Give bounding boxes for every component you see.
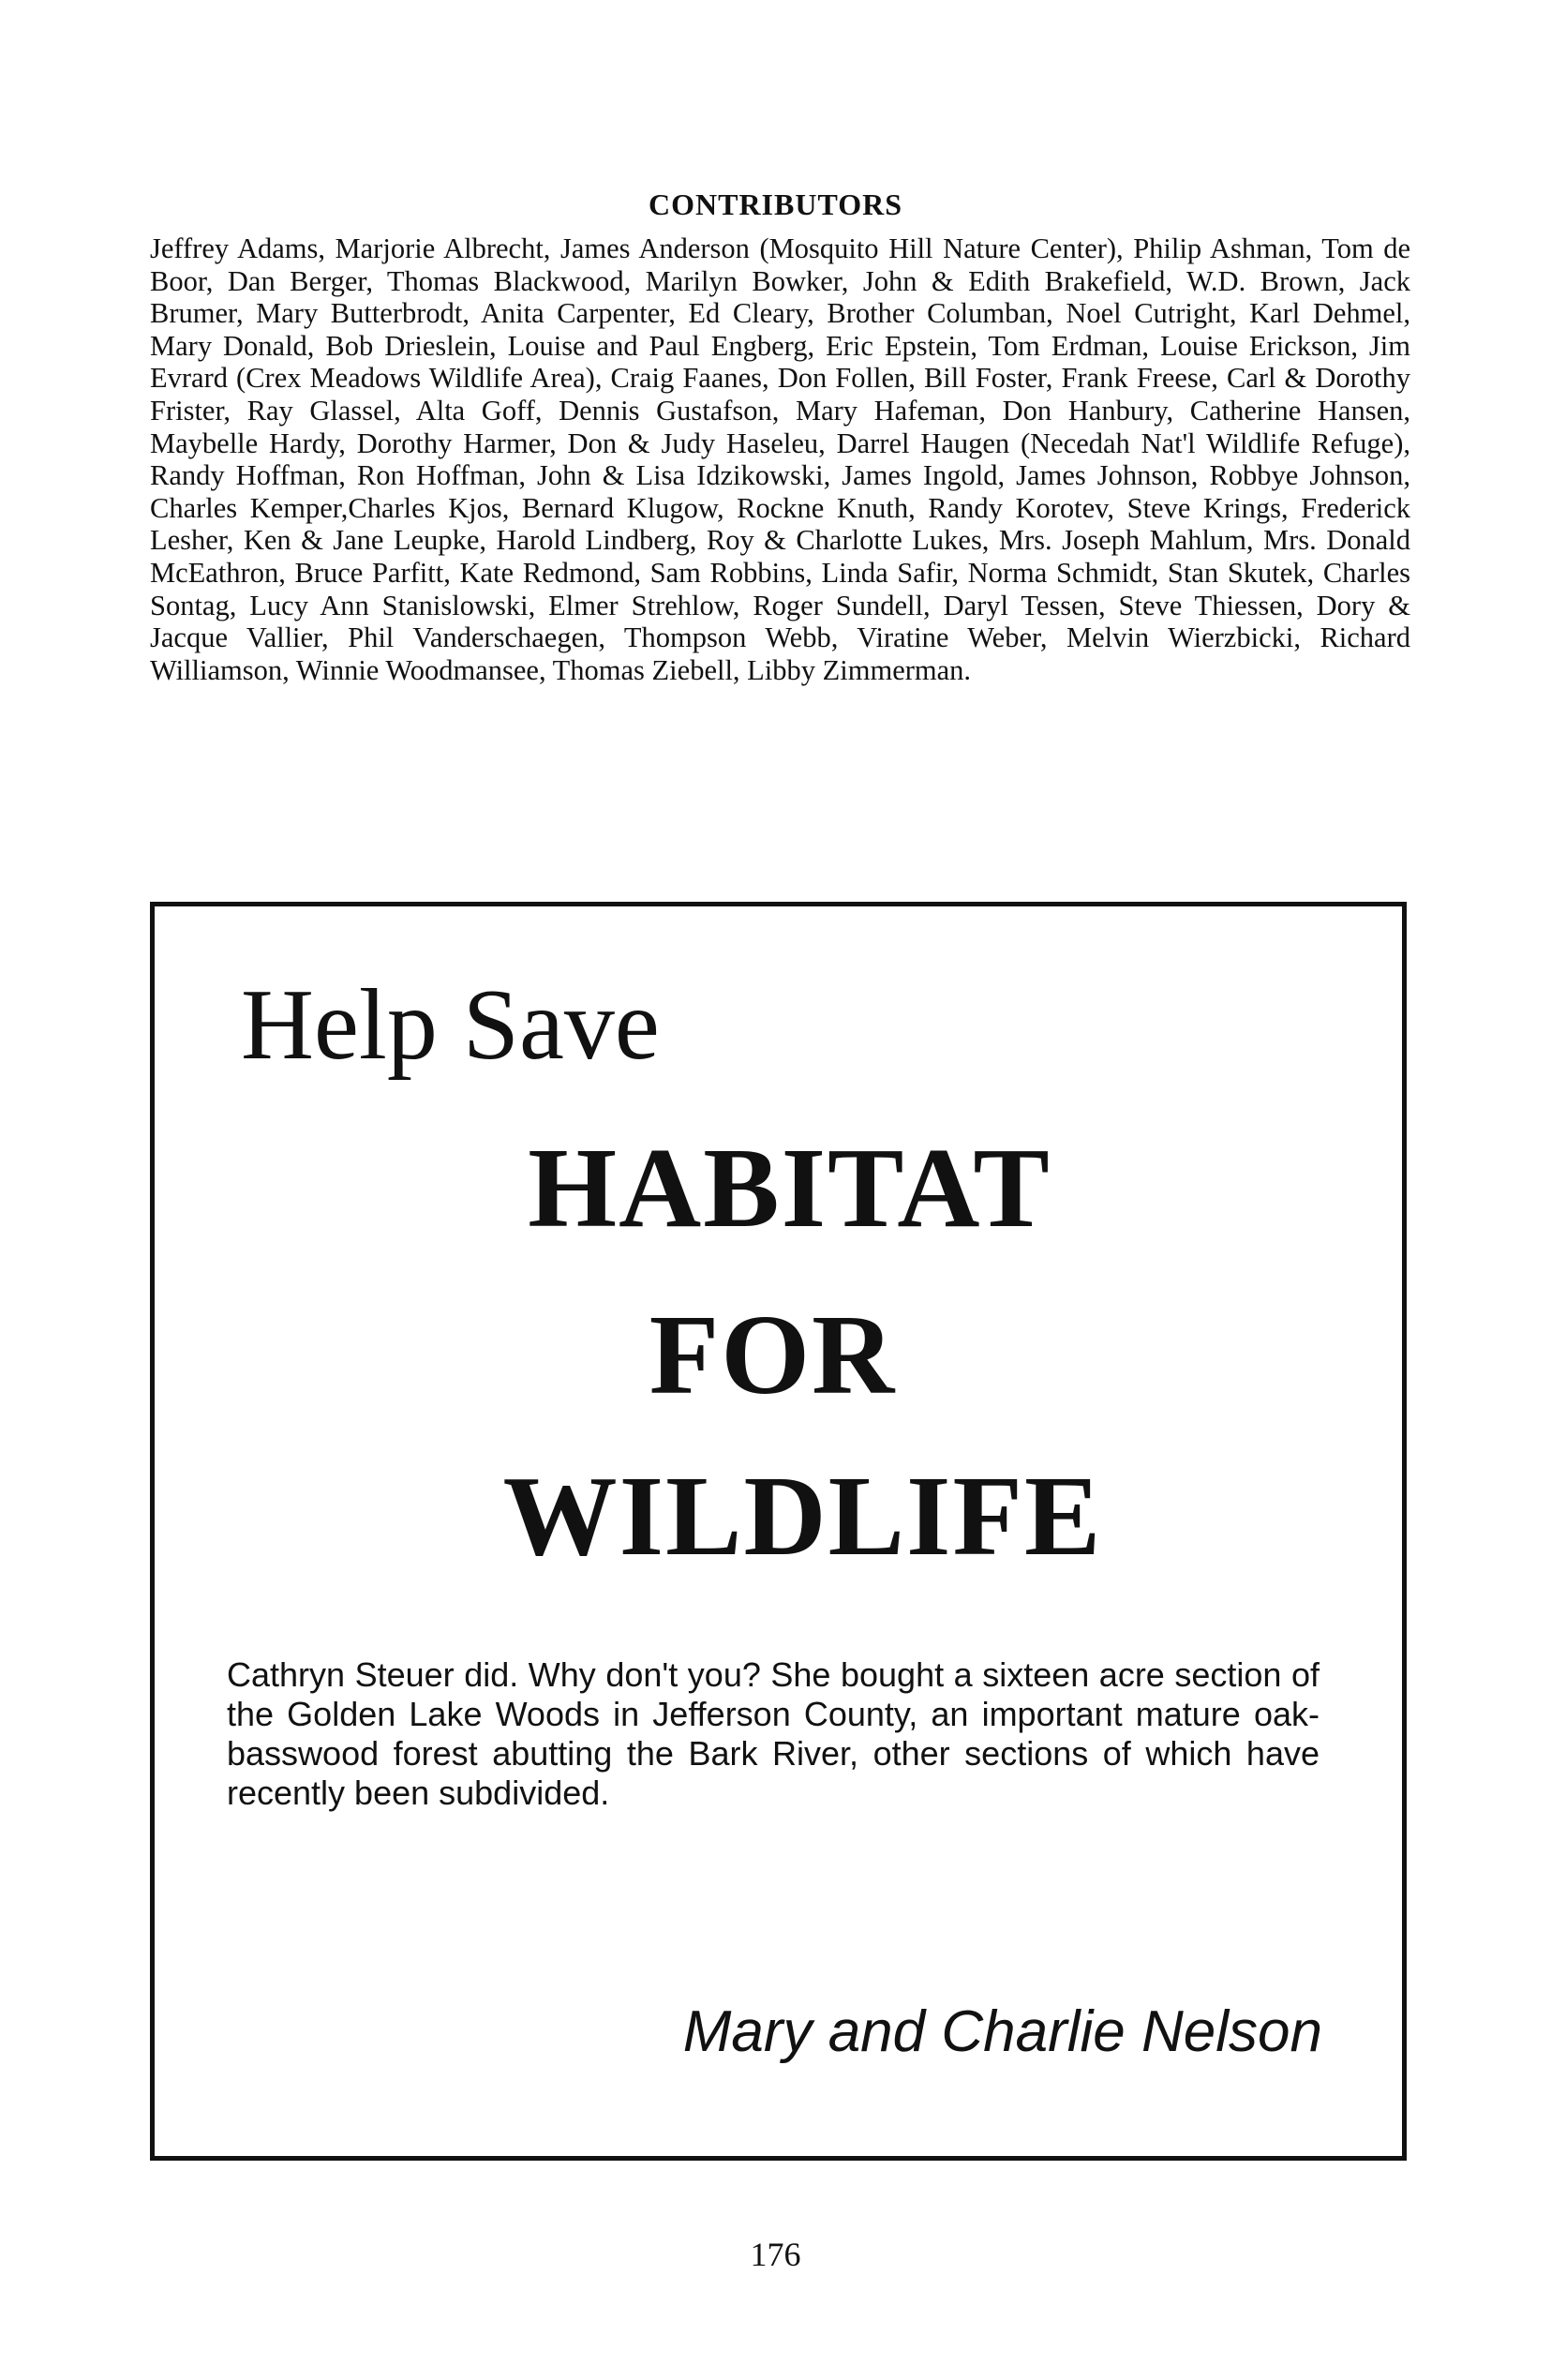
ad-headline-wildlife: WILDLIFE (502, 1453, 1103, 1579)
contributors-list: Jeffrey Adams, Marjorie Albrecht, James Anderson (Mosquito Hill Nature Center), Philip Ashman, Tom de Boor, Dan Berger, Thomas Blackwood, Marilyn Bowker, John & Edith Brakefield, W.D. Brown, Jack Brumer, Mary Butterbrodt, Anita Carpenter, Ed Cleary, Brother Columban, Noel Cutright, Karl Dehmel, Mary Donald, Bob Drieslein, Louise and Paul Engberg, Eric Epstein, Tom Erdman, Louise Erickson, Jim Evrard (Crex Meadows Wildlife Area), Craig Faanes, Don Follen, Bill Foster, Frank Freese, Carl & Dorothy Frister, Ray Glassel, Alta Goff, Dennis Gustafson, Mary Hafeman, Don Hanbury, Catherine Hansen, Maybelle Hardy, Dorothy Harmer, Don & Judy Haseleu, Darrel Haugen (Necedah Nat'l Wildlife Refuge), Randy Hoffman, Ron Hoffman, John & Lisa Idzikowski, James Ingold, James Johnson, Robbye Johnson, Charles Kemper,Charles Kjos, Bernard Klugow, Rockne Knuth, Randy Korotev, Steve Krings, Frederick Lesher, Ken & Jane Leupke, Harold Lindberg, Roy & Charlotte Lukes, Mrs. Joseph Mahlum, Mrs. Donald McEathron, Bruce Parfitt, Kate Redmond, Sam Robbins, Linda Safir, Norma Schmidt, Stan Skutek, Charles Sontag, Lucy Ann Stanislowski, Elmer Strehlow, Roger Sundell, Daryl Tessen, Steve Thiessen, Dory & Jacque Vallier, Phil Vanderschaegen, Thompson Webb, Viratine Weber, Melvin Wierzbicki, Richard Williamson, Winnie Woodmansee, Thomas Ziebell, Libby Zimmerman. (150, 232, 1410, 686)
ad-headline-help-save: Help Save (241, 969, 660, 1081)
contributors-heading: CONTRIBUTORS (648, 187, 903, 221)
advertisement-box (150, 902, 1407, 2161)
ad-signature: Mary and Charlie Nelson (682, 1999, 1322, 2064)
ad-headline-for: FOR (649, 1292, 897, 1418)
page-number: 176 (750, 2236, 801, 2273)
ad-headline-habitat: HABITAT (528, 1125, 1051, 1251)
ad-body-text: Cathryn Steuer did. Why don't you? She bought a sixteen acre section of the Golden Lake Woods in Jefferson County, an important mature oak-basswood forest abutting the Bark River, other sections of which have recently been subdivided. (227, 1655, 1320, 1812)
